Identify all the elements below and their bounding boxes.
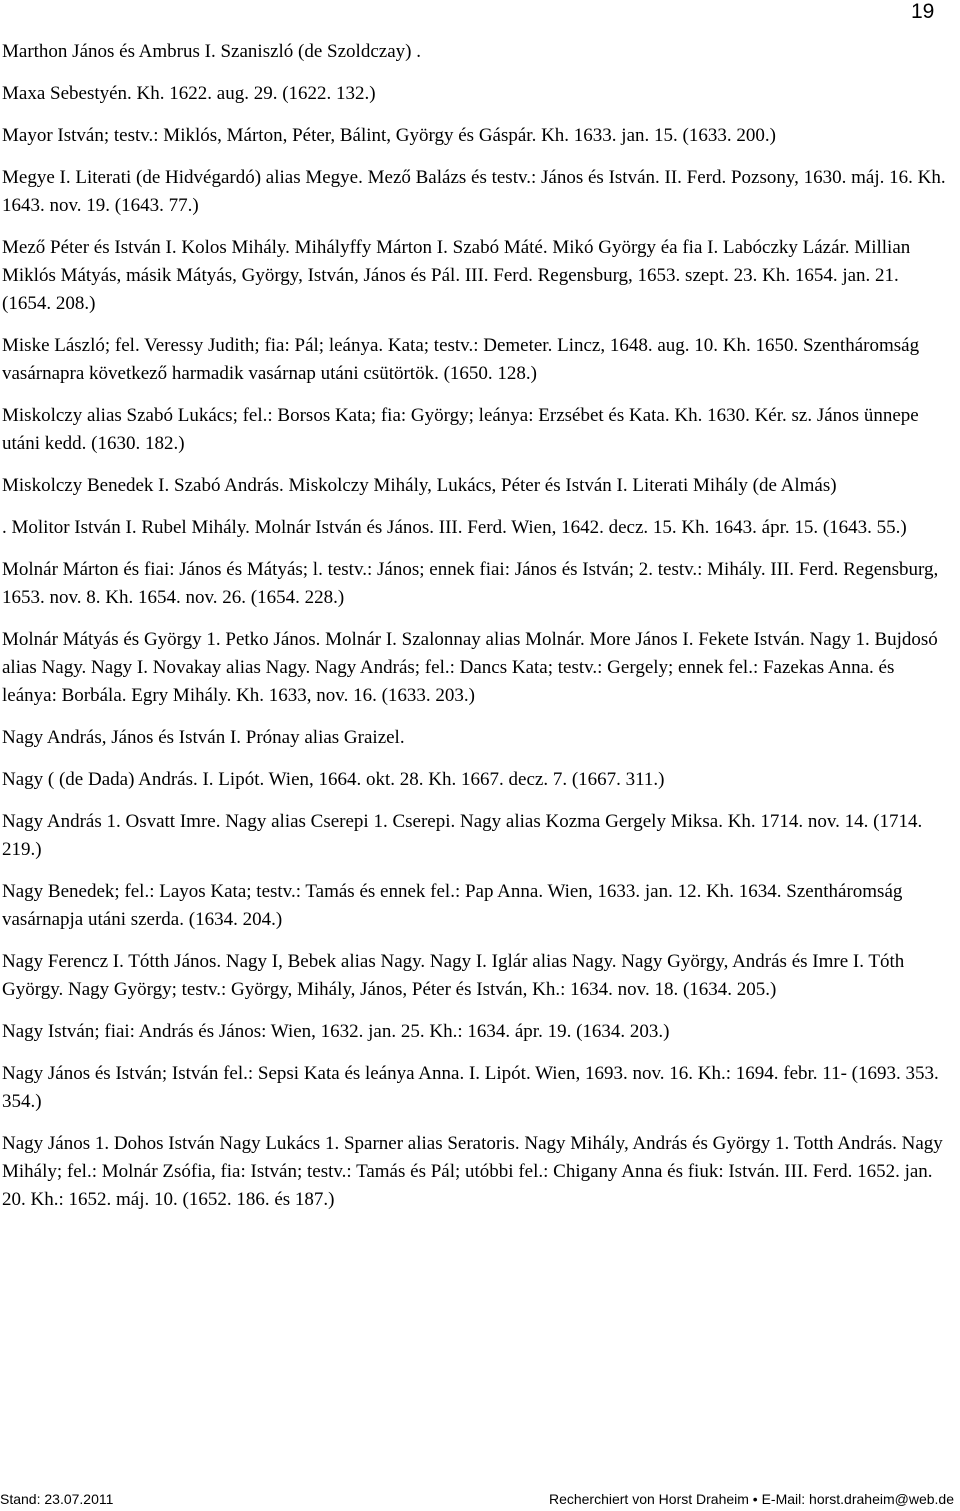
list-item: Nagy András, János és István I. Prónay alias Graizel. — [2, 727, 405, 748]
footer-date: Stand: 23.07.2011 — [0, 1491, 114, 1507]
footer-credit: Recherchiert von Horst Draheim • E-Mail: horst.draheim@web.de — [548, 1491, 954, 1507]
entries-list — [2, 38, 952, 1228]
list-item: Miskolczy alias Szabó Lukács; fel.: Borsos Kata; fia: György; leánya: Erzsébet és Kata. Kh. 1630. Kér. sz. János ünnepe utáni kedd. (1630. 182.) — [2, 405, 919, 454]
list-item: Nagy ( (de Dada) András. I. Lipót. Wien, 1664. okt. 28. Kh. 1667. decz. 7. (1667. 311.) — [2, 769, 665, 790]
list-item: . Molitor István I. Rubel Mihály. Molnár István és János. III. Ferd. Wien, 1642. decz. 15. Kh. 1643. ápr. 15. (1643. 55.) — [2, 517, 907, 538]
list-item: Nagy Benedek; fel.: Layos Kata; testv.: Tamás és ennek fel.: Pap Anna. Wien, 1633. jan. 12. Kh. 1634. Szentháromság vasárnapja utáni szerda. (1634. 204.) — [2, 881, 903, 930]
list-item: Mező Péter és István I. Kolos Mihály. Mihályffy Márton I. Szabó Máté. Mikó György éa fia I. Labóczky Lázár. Millian Miklós Mátyás, másik Mátyás, György, István, János és Pál. III. Ferd. Regensburg, 1653. szept. 23. Kh. 1654. jan. 21. (1654. 208.) — [2, 237, 911, 314]
list-item: Nagy János 1. Dohos István Nagy Lukács 1. Sparner alias Seratoris. Nagy Mihály, András és György 1. Totth András. Nagy Mihály; fel.: Molnár Zsófia, fia: István; testv.: Tamás és Pál; utóbbi fel.: Chigany Anna és fiuk: István. III. Ferd. 1652. jan. 20. Kh.: 1652. máj. 10. (1652. 186. és 187.) — [2, 1133, 943, 1210]
list-item: Nagy András 1. Osvatt Imre. Nagy alias Cserepi 1. Cserepi. Nagy alias Kozma Gergely Miksa. Kh. 1714. nov. 14. (1714. 219.) — [2, 811, 923, 860]
list-item: Molnár Mátyás és György 1. Petko János. Molnár I. Szalonnay alias Molnár. More János I. Fekete István. Nagy 1. Bujdosó alias Nagy. Nagy I. Novakay alias Nagy. Nagy András; fel.: Dancs Kata; testv.: Gergely; ennek fel.: Fazekas Anna. és leánya: Borbála. Egry Mihály. Kh. 1633, nov. 16. (1633. 203.) — [2, 629, 938, 706]
list-item: Maxa Sebestyén. Kh. 1622. aug. 29. (1622. 132.) — [2, 83, 376, 104]
list-item: Megye I. Literati (de Hidvégardó) alias Megye. Mező Balázs és testv.: János és István. II. Ferd. Pozsony, 1630. máj. 16. Kh. 1643. nov. 19. (1643. 77.) — [2, 167, 946, 216]
list-item: Mayor István; testv.: Miklós, Márton, Péter, Bálint, György és Gáspár. Kh. 1633. jan. 15. (1633. 200.) — [2, 125, 776, 146]
list-item: Nagy István; fiai: András és János: Wien, 1632. jan. 25. Kh.: 1634. ápr. 19. (1634. 203.) — [2, 1021, 670, 1042]
page-number: 19 — [911, 0, 935, 23]
list-item: Marthon János és Ambrus I. Szaniszló (de Szoldczay) . — [2, 41, 421, 62]
list-item: Nagy Ferencz I. Tótth János. Nagy I, Bebek alias Nagy. Nagy I. Iglár alias Nagy. Nagy György, András és Imre I. Tóth György. Nagy György; testv.: György, Mihály, János, Péter és István, Kh.: 1634. nov. 18. (1634. 205.) — [2, 951, 905, 1000]
list-item: Miskolczy Benedek I. Szabó András. Miskolczy Mihály, Lukács, Péter és István I. Literati Mihály (de Almás) — [2, 475, 837, 496]
list-item: Nagy János és István; István fel.: Sepsi Kata és leánya Anna. I. Lipót. Wien, 1693. nov. 16. Kh.: 1694. febr. 11- (1693. 353. 354.) — [2, 1063, 939, 1112]
list-item: Miske László; fel. Veressy Judith; fia: Pál; leánya. Kata; testv.: Demeter. Lincz, 1648. aug. 10. Kh. 1650. Szentháromság vasárnapra következő harmadik vasárnap utáni csütörtök. (1650. 128.) — [2, 335, 920, 384]
list-item: Molnár Márton és fiai: János és Mátyás; l. testv.: János; ennek fiai: János és István; 2. testv.: Mihály. III. Ferd. Regensburg, 1653. nov. 8. Kh. 1654. nov. 26. (1654. 228.) — [2, 559, 939, 608]
